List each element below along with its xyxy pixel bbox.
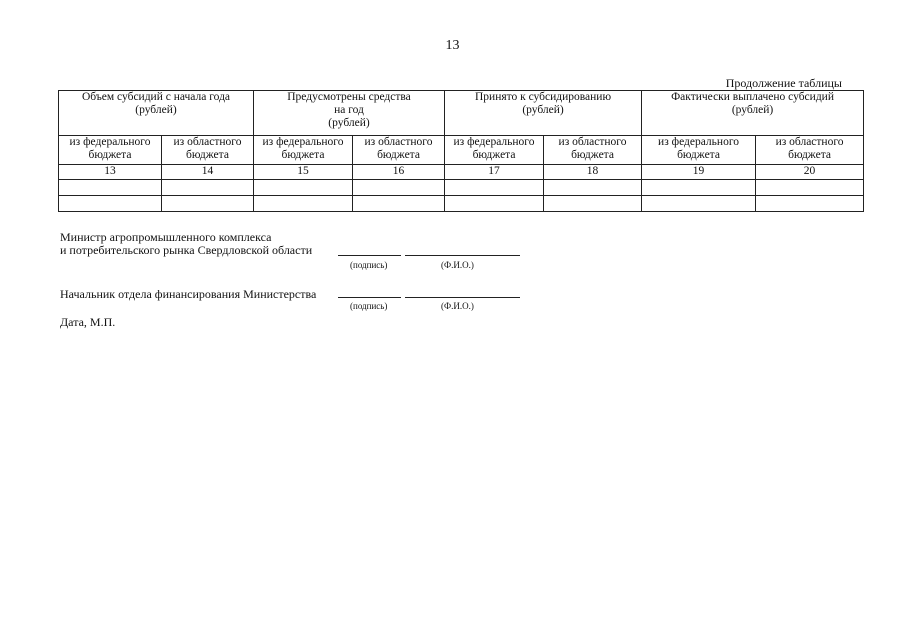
minister-title-line1: Министр агропромышленного комплекса (60, 230, 272, 244)
department-head-title: Начальник отдела финансирования Министерства (60, 287, 317, 301)
date-stamp-label: Дата, М.П. (60, 315, 116, 329)
subheader-federal: из федерального бюджета (59, 136, 162, 165)
name-caption: (Ф.И.О.) (441, 301, 474, 311)
head-name-line (405, 297, 520, 298)
table-cell (59, 180, 162, 196)
table-cell (59, 196, 162, 212)
table-row (59, 180, 864, 196)
minister-signature-line (338, 255, 401, 256)
minister-title (60, 231, 312, 257)
subheader-federal: из федерального бюджета (445, 136, 544, 165)
table-cell (162, 180, 254, 196)
column-number: 18 (544, 165, 642, 180)
signature-caption: (подпись) (350, 260, 388, 270)
subheader-row (59, 136, 864, 165)
table-cell (445, 180, 544, 196)
table-cell (353, 196, 445, 212)
table-cell (756, 196, 864, 212)
group-header-planned: Предусмотрены средства на год (рублей) (254, 91, 445, 136)
column-number: 19 (642, 165, 756, 180)
group-header-paid: Фактически выплачено субсидий (рублей) (642, 91, 864, 136)
table-cell (544, 196, 642, 212)
subheader-federal: из федерального бюджета (254, 136, 353, 165)
table-cell (642, 180, 756, 196)
group-header-accepted: Принято к субсидированию (рублей) (445, 91, 642, 136)
column-number: 20 (756, 165, 864, 180)
page-number: 13 (445, 38, 460, 53)
table-cell (756, 180, 864, 196)
column-number: 17 (445, 165, 544, 180)
table-cell (162, 196, 254, 212)
group-header-volume: Объем субсидий с начала года (рублей) (59, 91, 254, 136)
minister-name-line (405, 255, 520, 256)
head-signature-line (338, 297, 401, 298)
column-number: 14 (162, 165, 254, 180)
column-number-row (59, 165, 864, 180)
subheader-regional: из областного бюджета (162, 136, 254, 165)
table-cell (254, 196, 353, 212)
subheader-regional: из областного бюджета (544, 136, 642, 165)
column-number: 16 (353, 165, 445, 180)
table-cell (254, 180, 353, 196)
column-number: 15 (254, 165, 353, 180)
subheader-federal: из федерального бюджета (642, 136, 756, 165)
table-cell (445, 196, 544, 212)
signature-caption: (подпись) (350, 301, 388, 311)
minister-title-line2: и потребительского рынка Свердловской области (60, 243, 313, 257)
column-number: 13 (59, 165, 162, 180)
name-caption: (Ф.И.О.) (441, 260, 474, 270)
table-cell (353, 180, 445, 196)
table-cell (544, 180, 642, 196)
group-header-row (59, 91, 864, 136)
table-cell (642, 196, 756, 212)
table-row (59, 196, 864, 212)
subsidy-table (58, 90, 864, 212)
table-continuation-label: Продолжение таблицы (725, 76, 842, 90)
subheader-regional: из областного бюджета (353, 136, 445, 165)
subheader-regional: из областного бюджета (756, 136, 864, 165)
